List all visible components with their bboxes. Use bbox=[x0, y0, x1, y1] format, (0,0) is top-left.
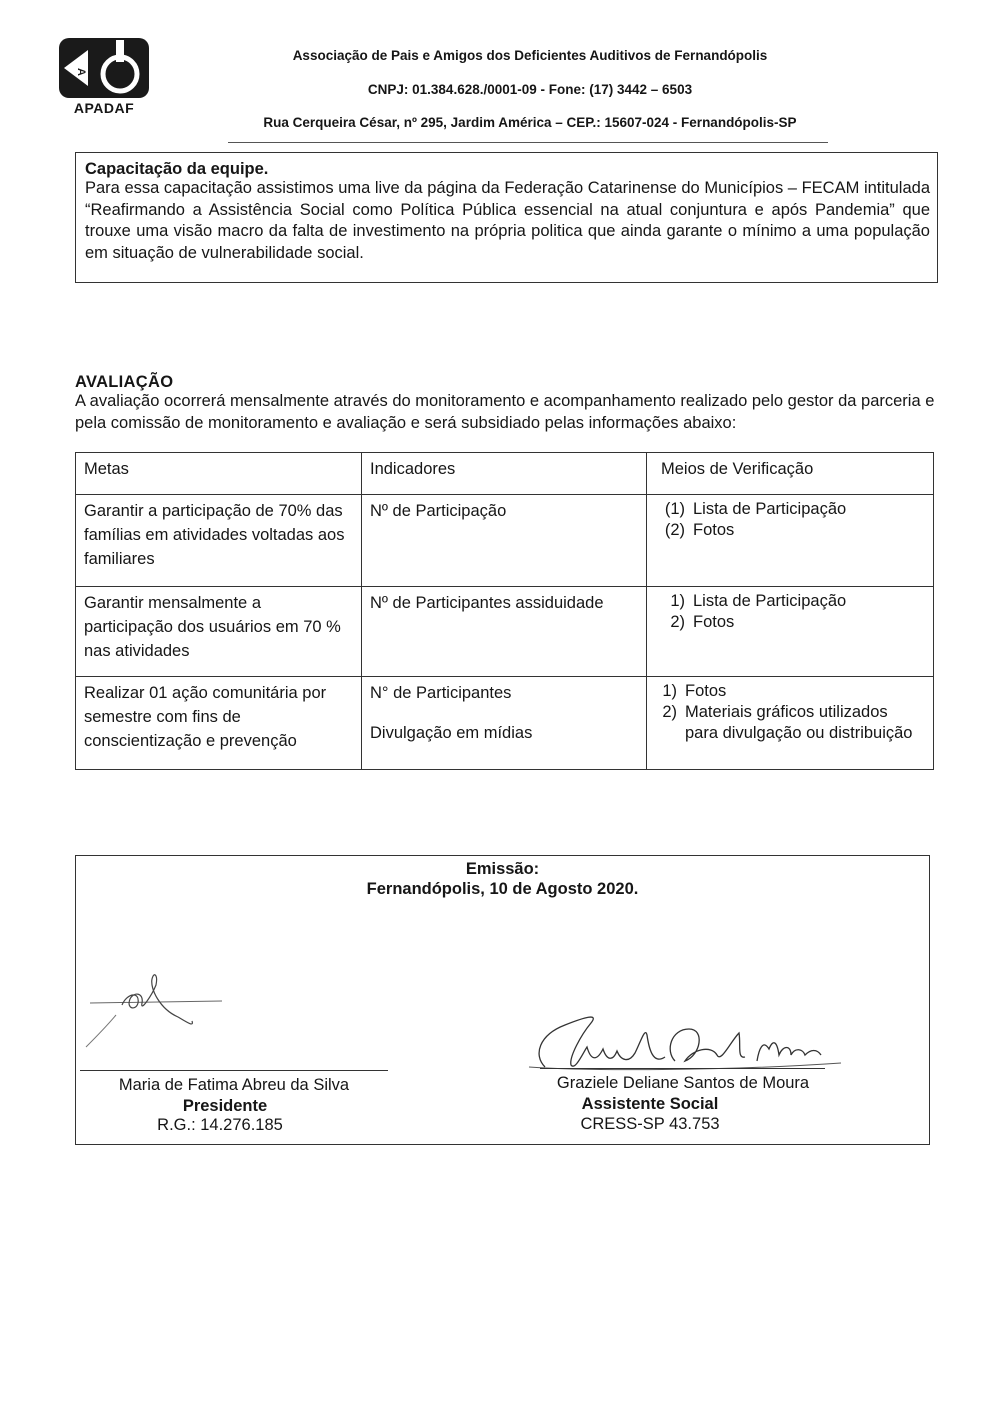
signer-right-doc: CRESS-SP 43.753 bbox=[580, 1115, 720, 1133]
apadaf-logo bbox=[58, 36, 150, 118]
header-divider bbox=[228, 142, 828, 143]
indicador-line: N° de Participantes bbox=[370, 684, 512, 702]
header-org-name: Associação de Pais e Amigos dos Deficientes Auditivos de Fernandópolis bbox=[292, 48, 768, 63]
list-item: 1) Fotos bbox=[662, 682, 727, 700]
header-meios: Meios de Verificação bbox=[647, 453, 934, 495]
meta-cell: Garantir mensalmente a participação dos usuários em 70 % nas atividades bbox=[76, 587, 362, 677]
meios-cell bbox=[647, 587, 934, 677]
header-cnpj: CNPJ: 01.384.628./0001-09 - Fone: (17) 3442 – 6503 bbox=[367, 82, 693, 97]
indicador-cell: Nº de Participantes assiduidade bbox=[362, 587, 647, 677]
indicador-cell bbox=[362, 677, 647, 770]
signer-left-doc: R.G.: 14.276.185 bbox=[157, 1116, 283, 1134]
signature-president-icon bbox=[82, 965, 232, 1050]
metas-table bbox=[75, 452, 934, 770]
signer-left-role: Presidente bbox=[182, 1097, 268, 1115]
header-address: Rua Cerqueira César, nº 295, Jardim América – CEP.: 15607-024 - Fernandópolis-SP bbox=[263, 115, 797, 130]
signer-right-name: Graziele Deliane Santos de Moura bbox=[556, 1074, 810, 1092]
avaliacao-text: A avaliação ocorrerá mensalmente através do monitoramento e acompanhamento realizado pelo gestor da parceria e pela comissão de monitoramento e avaliação e será subsidiado pelas informações abaixo: bbox=[75, 392, 935, 432]
indicador-line: Divulgação em mídias bbox=[370, 724, 533, 742]
signer-left-name: Maria de Fatima Abreu da Silva bbox=[118, 1076, 350, 1094]
list-item: 2) Materiais gráficos utilizados para divulgação ou distribuição bbox=[662, 703, 913, 742]
indicador-cell: Nº de Participação bbox=[362, 495, 647, 587]
list-item: 2) Fotos bbox=[670, 613, 735, 631]
signature-social-worker-icon bbox=[525, 1005, 845, 1085]
header-indicadores: Indicadores bbox=[362, 453, 647, 495]
meios-list bbox=[655, 591, 925, 633]
list-item: (1) Lista de Participação bbox=[664, 500, 847, 518]
capacitacao-title: Capacitação da equipe. bbox=[85, 160, 269, 178]
list-item: 1) Lista de Participação bbox=[670, 592, 847, 610]
signature-line-left bbox=[80, 1070, 388, 1071]
avaliacao-title: AVALIAÇÃO bbox=[75, 373, 174, 391]
meios-list bbox=[655, 499, 925, 541]
logo-text: APADAF bbox=[73, 100, 135, 116]
table-row bbox=[76, 677, 934, 770]
meta-cell: Realizar 01 ação comunitária por semestre com fins de conscientização e prevenção bbox=[76, 677, 362, 770]
meta-cell: Garantir a participação de 70% das famílias em atividades voltadas aos familiares bbox=[76, 495, 362, 587]
table-row bbox=[76, 587, 934, 677]
svg-text:A: A bbox=[75, 68, 87, 76]
signature-line-right bbox=[540, 1068, 825, 1069]
signer-right-role: Assistente Social bbox=[581, 1095, 719, 1113]
list-item: (2) Fotos bbox=[664, 521, 735, 539]
meios-cell bbox=[647, 677, 934, 770]
meios-cell bbox=[647, 495, 934, 587]
emissao-date: Fernandópolis, 10 de Agosto 2020. bbox=[366, 880, 639, 898]
emissao-label: Emissão: bbox=[465, 860, 540, 878]
capacitacao-text: Para essa capacitação assistimos uma live da página da Federação Catarinense do Municípios – FECAM intitulada “Reafirmando a Assistência Social como Política Pública essencial na atual conjuntura e após Pandemia” que trouxe uma visão macro da falta de investimento na própria politica que ainda garante o mínimo a uma população em situação de vulnerabilidade social. bbox=[85, 179, 930, 262]
table-row bbox=[76, 495, 934, 587]
logo-emblem-icon bbox=[58, 36, 150, 100]
header-metas: Metas bbox=[76, 453, 362, 495]
meios-list bbox=[655, 681, 925, 744]
table-header-row bbox=[76, 453, 934, 495]
